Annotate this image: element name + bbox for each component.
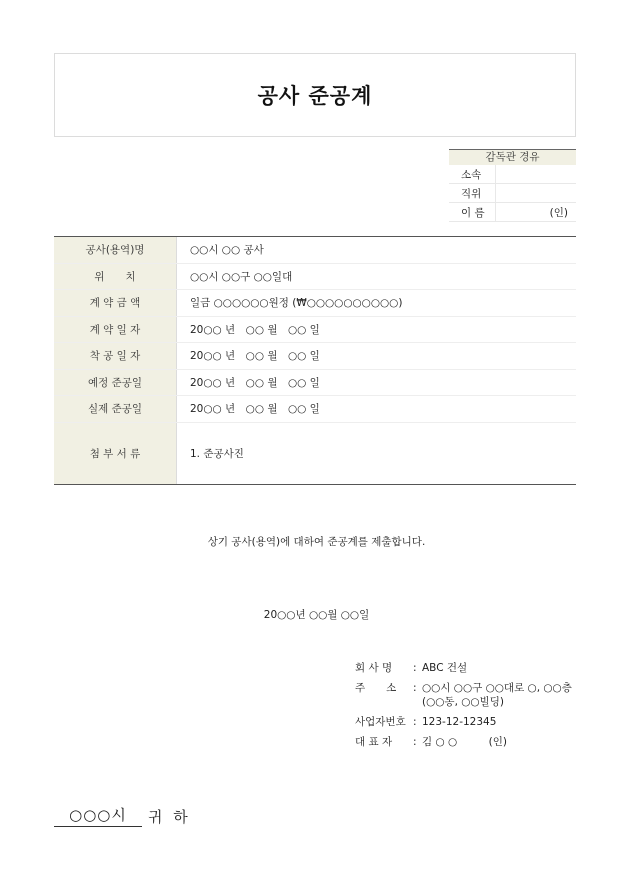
table-row — [54, 370, 576, 397]
colon: : — [413, 662, 417, 674]
row-value: 20○○ 년 ○○ 월 ○○ 일 — [190, 376, 320, 389]
row-value: ○○시 ○○구 ○○일대 — [190, 270, 293, 283]
recipient-suffix: 귀 하 — [148, 808, 191, 826]
row-label: 첨 부 서 류 — [54, 423, 177, 484]
colon: : — [413, 716, 417, 728]
colon: : — [413, 736, 417, 748]
supervisor-row — [449, 203, 576, 222]
title-box — [54, 53, 576, 137]
table-row — [54, 264, 576, 291]
company-info — [355, 661, 585, 755]
supervisor-row — [449, 165, 576, 184]
company-label: 대 표 자 — [355, 736, 393, 748]
company-label: 회 사 명 — [355, 662, 393, 674]
row-label: 계 약 일 자 — [54, 317, 177, 343]
submission-date: 20○○년 ○○월 ○○일 — [263, 609, 370, 621]
row-label: 예정 준공일 — [54, 370, 177, 396]
company-label: 사업자번호 — [355, 716, 406, 728]
company-row — [355, 681, 585, 709]
row-label: 착 공 일 자 — [54, 343, 177, 369]
row-label: 계 약 금 액 — [54, 290, 177, 316]
supervisor-row — [449, 184, 576, 203]
company-value: 123-12-12345 — [422, 716, 497, 728]
row-value: 20○○ 년 ○○ 월 ○○ 일 — [190, 350, 320, 363]
table-row — [54, 237, 576, 264]
main-table — [54, 236, 576, 485]
row-value: 일금 ○○○○○○원정 (₩○○○○○○○○○○) — [190, 297, 403, 310]
document-title: 공사 준공계 — [257, 84, 373, 108]
table-row — [54, 290, 576, 317]
company-label: 주 소 — [355, 682, 397, 694]
recipient-name: ○○○시 — [54, 804, 142, 827]
row-label: 위 치 — [54, 264, 177, 290]
row-value: ○○시 ○○ 공사 — [190, 244, 264, 257]
table-row — [54, 396, 576, 423]
recipient-line — [54, 804, 191, 827]
company-value: ○○시 ○○구 ○○대로 ○, ○○층 (○○동, ○○빌딩) — [422, 682, 572, 708]
supervisor-value: (인) — [549, 206, 568, 219]
table-row — [54, 423, 576, 484]
supervisor-header: 감독관 경유 — [449, 149, 576, 165]
row-label: 실제 준공일 — [54, 396, 177, 422]
supervisor-box — [449, 149, 576, 222]
supervisor-label: 직위 — [449, 184, 496, 202]
colon: : — [413, 682, 417, 694]
table-row — [54, 317, 576, 344]
submission-statement: 상기 공사(용역)에 대하여 준공계를 제출합니다. — [207, 536, 426, 548]
company-row — [355, 715, 585, 729]
row-value: 20○○ 년 ○○ 월 ○○ 일 — [190, 403, 320, 416]
row-value: 1. 준공사진 — [190, 447, 244, 460]
row-value: 20○○ 년 ○○ 월 ○○ 일 — [190, 323, 320, 336]
company-value: 김 ○ ○ (인) — [422, 736, 507, 748]
company-row — [355, 735, 585, 749]
supervisor-label: 이 름 — [449, 203, 496, 221]
company-row — [355, 661, 585, 675]
table-row — [54, 343, 576, 370]
company-value: ABC 건설 — [422, 662, 468, 674]
supervisor-label: 소속 — [449, 165, 496, 183]
row-label: 공사(용역)명 — [54, 237, 177, 263]
